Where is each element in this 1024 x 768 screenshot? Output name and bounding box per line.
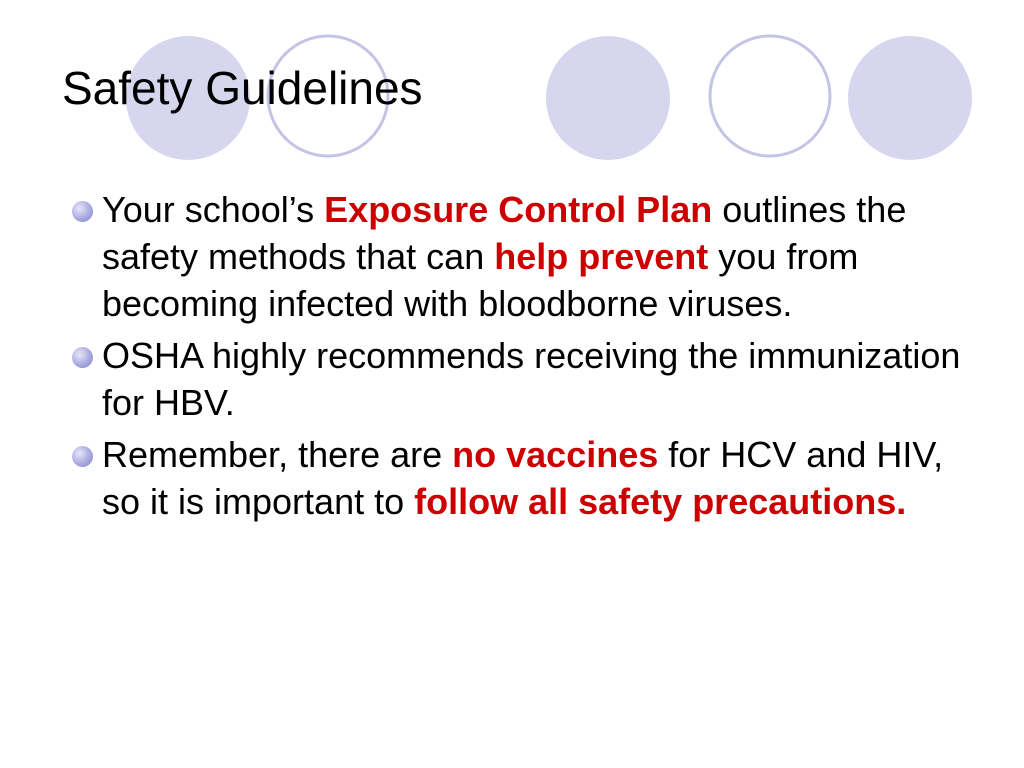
- text-segment: for HCV and HIV, so it is important to: [102, 434, 944, 522]
- circle-bullet-icon: [72, 446, 93, 467]
- text-segment: Your school’s: [102, 189, 325, 230]
- highlight-text: follow all safety precautions.: [414, 481, 907, 522]
- highlight-text: Exposure Control Plan: [324, 189, 713, 230]
- bullet-text: [102, 189, 906, 324]
- decor-circle-outline: [710, 36, 830, 156]
- bullet-item: [72, 431, 962, 525]
- text-segment: you from becoming infected with bloodborne viruses.: [102, 236, 859, 324]
- text-segment: OSHA highly recommends receiving the immunization for HBV.: [102, 335, 961, 423]
- circle-bullet-icon: [72, 347, 93, 368]
- text-segment: Remember, there are: [102, 434, 453, 475]
- bullet-list: [72, 186, 962, 530]
- highlight-text: no vaccines: [452, 434, 659, 475]
- bullet-item: [72, 186, 962, 327]
- slide-title: Safety Guidelines: [62, 62, 423, 114]
- decor-circle-filled: [546, 36, 670, 160]
- bullet-text: [102, 434, 943, 522]
- highlight-text: help prevent: [494, 236, 709, 277]
- bullet-text: [102, 335, 960, 423]
- text-segment: outlines the safety methods that can: [102, 189, 907, 277]
- bullet-item: [72, 332, 962, 426]
- circle-bullet-icon: [72, 201, 93, 222]
- decor-circle-filled: [848, 36, 972, 160]
